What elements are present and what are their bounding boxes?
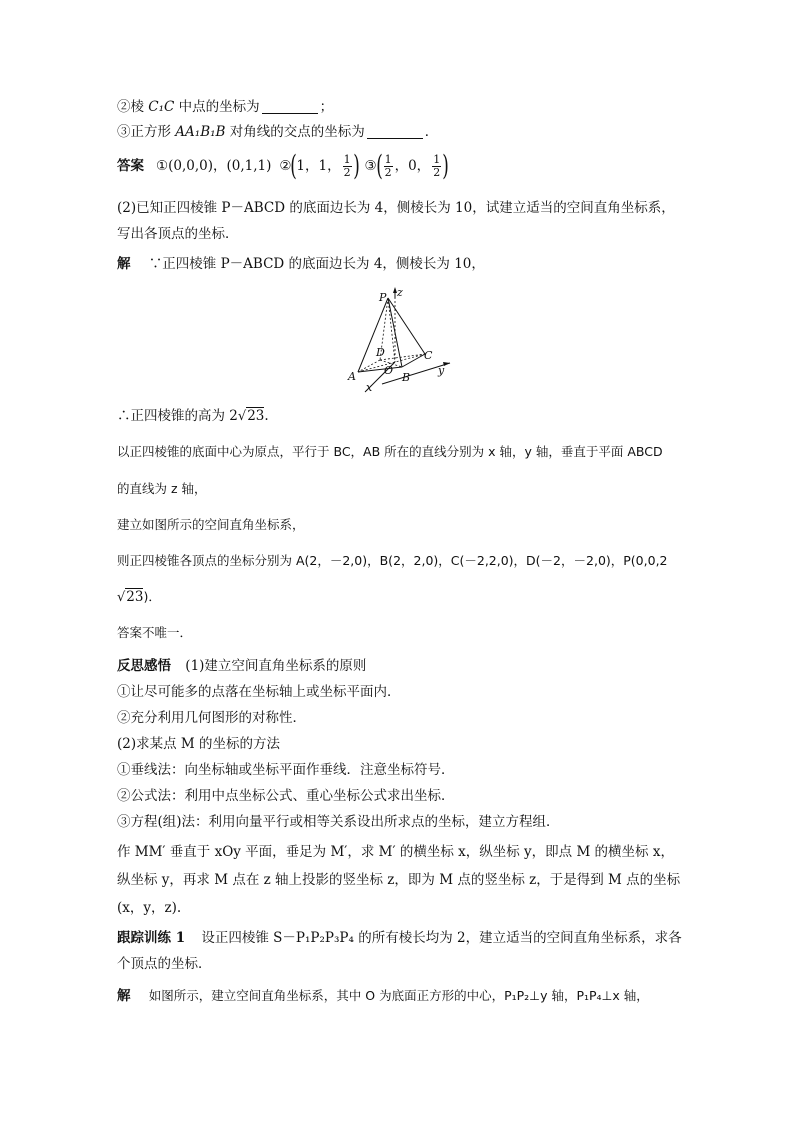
method-3: ③方程(组)法：利用向量平行或相等关系设出所求点的坐标，建立方程组． — [117, 814, 560, 830]
answer-blank — [262, 99, 318, 114]
solution-label: 解 — [117, 256, 131, 272]
reflection-item-2: ②充分利用几何图形的对称性． — [117, 710, 306, 726]
method-detail-line-3: (x，y，z). — [117, 900, 182, 916]
label-O: O — [384, 364, 394, 377]
solution-line-1: 解 ∵正四棱锥 P－ABCD 的底面边长为 4，侧棱长为 10， — [117, 256, 485, 272]
solution-paragraph-3-end: √23)． — [117, 589, 161, 605]
edge-DC — [380, 354, 425, 360]
solution-2-label: 解 — [117, 988, 131, 1004]
solution-paragraph-1-line-1: 以正四棱锥的底面中心为原点，平行于 BC，AB 所在的直线分别为 x 轴，y 轴，垂直于平面 ABCD — [117, 444, 663, 459]
method-detail-line-1: 作 MM′ 垂直于 xOy 平面，垂足为 M′，求 M′ 的横坐标 x，纵坐标 y，即点 M 的横坐标 x， — [117, 844, 674, 860]
problem-2-line-2: 写出各顶点的坐标． — [117, 226, 239, 242]
practice-line-1: 跟踪训练 1 设正四棱锥 S－P₁P₂P₃P₄ 的所有棱长均为 2，建立适当的空间直角坐标系，求各 — [117, 930, 682, 946]
practice-line-2: 个顶点的坐标． — [117, 956, 212, 972]
problem-2-line-1: (2)已知正四棱锥 P－ABCD 的底面边长为 4，侧棱长为 10，试建立适当的空间直角坐标系， — [117, 200, 675, 216]
reflection-label: 反思感悟 — [117, 658, 171, 674]
reflection-item-1: ①让尽可能多的点落在坐标轴上或坐标平面内． — [117, 684, 401, 700]
label-x: x — [366, 381, 373, 394]
answer-blank — [367, 124, 423, 139]
label-A: A — [348, 370, 356, 383]
reflection-subtitle-2: (2)求某点 M 的坐标的方法 — [117, 736, 281, 752]
fraction-half: $\frac{1}{2}$ — [433, 152, 441, 179]
question-3-line: ③正方形 AA₁B₁B 对角线的交点的坐标为 ． — [117, 124, 439, 140]
answer-not-unique: 答案不唯一． — [117, 625, 193, 640]
practice-label: 跟踪训练 1 — [117, 930, 186, 946]
reflection-title-line: 反思感悟 (1)建立空间直角坐标系的原则 — [117, 658, 367, 674]
height-line: ∴正四棱锥的高为 2√23. — [117, 408, 269, 424]
solution-paragraph-3: 则正四棱锥各顶点的坐标分别为 A(2，－2,0)，B(2，2,0)，C(－2,2,0)，D(－2，－2,0)，P(0,0,2 — [117, 553, 668, 568]
label-y: y — [438, 364, 445, 377]
label-C: C — [424, 349, 433, 362]
method-detail-line-2: 纵坐标 y，再求 M 点在 z 轴上投影的竖坐标 z，即为 M 点的竖坐标 z，于是得到 M 点的坐标 — [117, 872, 681, 888]
answer-label: 答案 — [117, 158, 144, 174]
solution-paragraph-1-line-2: 的直线为 z 轴， — [117, 481, 207, 496]
label-P: P — [379, 291, 387, 304]
fraction-half: $\frac{1}{2}$ — [384, 152, 392, 179]
solution-paragraph-2: 建立如图所示的空间直角坐标系， — [117, 517, 305, 532]
label-D: D — [376, 346, 385, 359]
pyramid-figure — [340, 284, 460, 394]
question-2-line: ②棱 C₁C 中点的坐标为 ； — [117, 99, 334, 115]
edge-BC — [402, 354, 425, 367]
method-1: ①垂线法：向坐标轴或坐标平面作垂线．注意坐标符号． — [117, 762, 455, 778]
edge-AB — [358, 367, 402, 372]
fraction-half: $\frac{1}{2}$ — [343, 152, 351, 179]
method-2: ②公式法：利用中点坐标公式、重心坐标公式求出坐标． — [117, 788, 455, 804]
solution-2-line-1: 解 如图所示，建立空间直角坐标系，其中 O 为底面正方形的中心，P₁P₂⊥y 轴，P₁P₄⊥x 轴， — [117, 988, 649, 1004]
answer-line: 答案 ①(0,0,0)，(0,1,1) ② ( 1，1， $\frac{1}{2}$ ) ③ ( $\frac{1}{2}$ ，0， $\frac{1}{2}$ ) — [117, 149, 449, 182]
label-B: B — [402, 371, 411, 384]
label-z: z — [397, 286, 403, 299]
